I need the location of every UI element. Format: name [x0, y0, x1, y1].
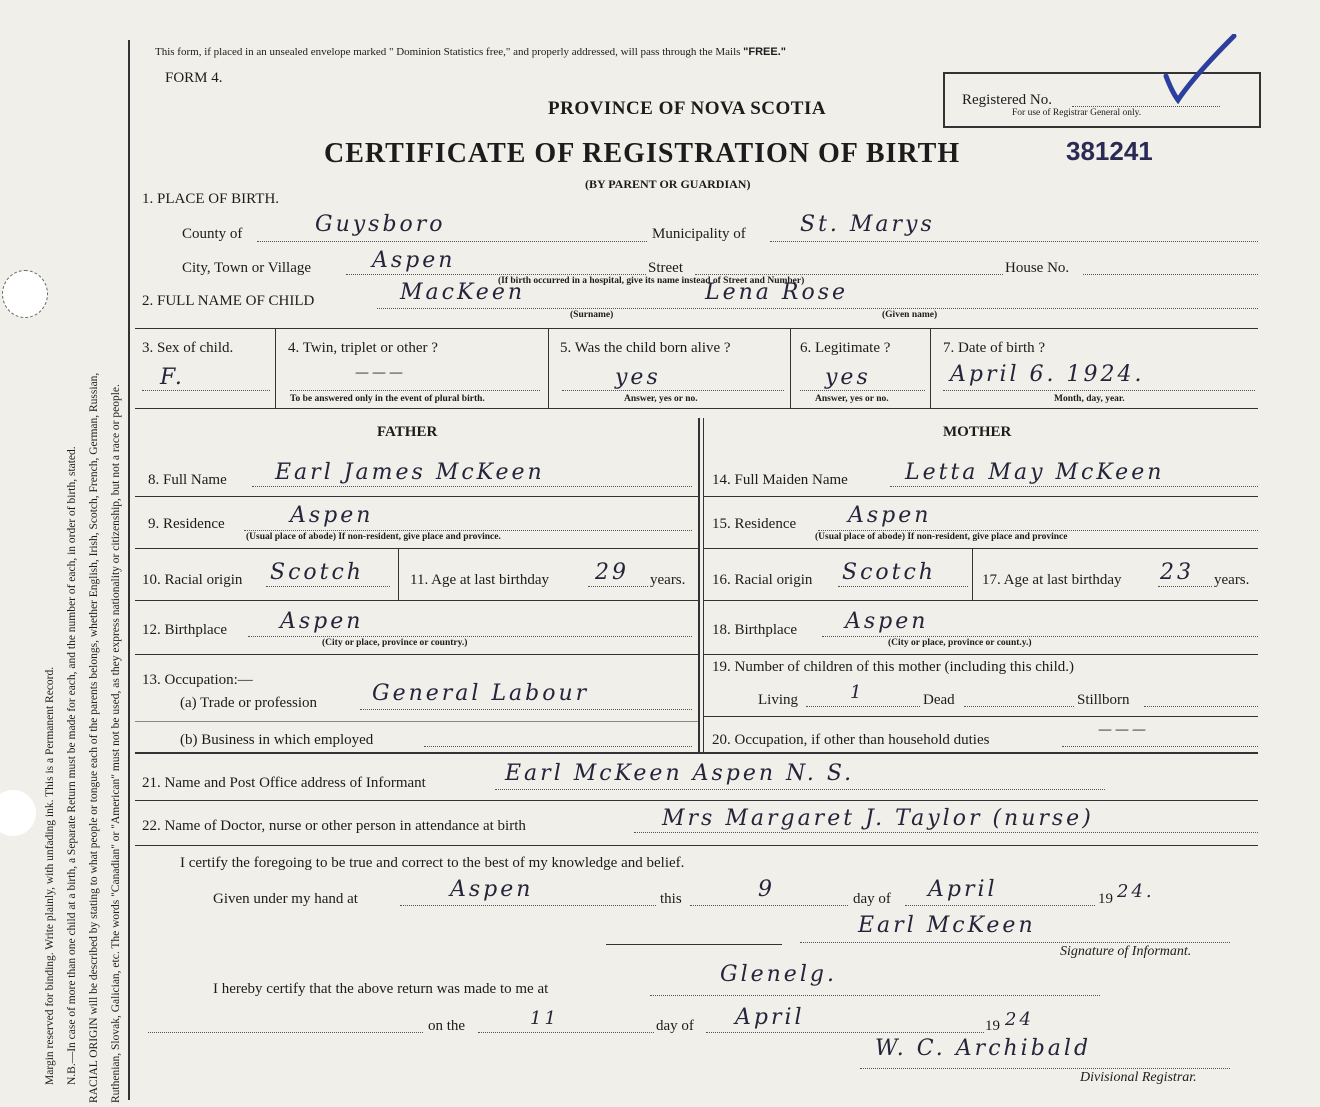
- given-this-label: this: [660, 891, 682, 907]
- mother-years-label: years.: [1214, 572, 1250, 588]
- given-year-prefix: 19: [1098, 891, 1113, 907]
- check-mark-icon: [1160, 34, 1240, 104]
- municipality-value: St. Marys: [800, 212, 935, 237]
- alive-label: 5. Was the child born alive ?: [560, 340, 731, 356]
- province-heading: PROVINCE OF NOVA SCOTIA: [548, 98, 827, 119]
- form-number: FORM 4.: [165, 70, 223, 86]
- alive-value: yes: [615, 365, 661, 390]
- legitimate-note: Answer, yes or no.: [815, 394, 889, 404]
- dob-value: April 6. 1924.: [950, 362, 1145, 387]
- registered-note: For use of Registrar General only.: [1012, 108, 1142, 118]
- punch-hole-icon: [2, 270, 48, 318]
- father-birthplace-value: Aspen: [280, 609, 364, 634]
- row3-top-rule: [135, 328, 1258, 329]
- father-residence-value: Aspen: [290, 503, 374, 528]
- mother-age-label: 17. Age at last birthday: [982, 572, 1122, 588]
- father-years-label: years.: [650, 572, 686, 588]
- registrar-day-value: 11: [530, 1008, 559, 1029]
- mother-name-value: Letta May McKeen: [905, 460, 1165, 485]
- child-surname: MacKeen: [400, 280, 526, 305]
- given-place-value: Aspen: [450, 877, 534, 902]
- twin-note: To be answered only in the event of plural birth.: [290, 394, 485, 404]
- father-racial-value: Scotch: [270, 560, 364, 585]
- registrar-on-label: on the: [428, 1018, 466, 1034]
- margin-note-racial-origin-cont: Ruthenian, Slovak, Galician, etc. The words "Canadian" or "American" must not be used, as they express nationality or citizenship, but not a race or people.: [110, 384, 122, 1103]
- registrar-statement: I hereby certify that the above return was made to me at: [213, 981, 549, 997]
- mother-residence-note: (Usual place of abode) If non-resident, give place and province: [815, 532, 1068, 542]
- given-name-caption: (Given name): [882, 310, 938, 320]
- informant-value: Earl McKeen Aspen N. S.: [505, 761, 855, 786]
- mother-heading: MOTHER: [943, 424, 1012, 440]
- father-age-value: 29: [595, 560, 629, 585]
- informant-label: 21. Name and Post Office address of Informant: [142, 775, 426, 791]
- certificate-number: 381241: [1066, 136, 1153, 166]
- given-dayof-label: day of: [853, 891, 891, 907]
- father-racial-label: 10. Racial origin: [142, 572, 243, 588]
- street-label: Street: [648, 260, 683, 276]
- father-name-label: 8. Full Name: [148, 472, 227, 488]
- dead-label: Dead: [923, 692, 955, 708]
- dob-label: 7. Date of birth ?: [943, 340, 1046, 356]
- sex-value: F.: [160, 365, 185, 390]
- row3-bottom-rule: [135, 408, 1258, 409]
- mother-residence-value: Aspen: [848, 503, 932, 528]
- father-name-value: Earl James McKeen: [275, 460, 545, 485]
- registrar-year-prefix: 19: [985, 1018, 1000, 1034]
- mother-age-value: 23: [1160, 560, 1194, 585]
- registrar-year-value: 24: [1005, 1009, 1034, 1030]
- mail-notice: This form, if placed in an unsealed envelope marked " Dominion Statistics free," and properly addressed, will pass through the Mails "FREE.": [155, 46, 786, 58]
- mother-racial-value: Scotch: [842, 560, 936, 585]
- county-value: Guysboro: [315, 212, 446, 237]
- certify-statement: I certify the foregoing to be true and correct to the best of my knowledge and belief.: [180, 855, 685, 871]
- sex-label: 3. Sex of child.: [142, 340, 234, 356]
- municipality-label: Municipality of: [652, 226, 746, 242]
- given-year-value: 24.: [1117, 881, 1155, 902]
- registrar-dayof-label: day of: [656, 1018, 694, 1034]
- parents-divider: [698, 418, 700, 752]
- binding-margin-line: [128, 40, 130, 1100]
- father-business-label: (b) Business in which employed: [180, 732, 374, 748]
- living-label: Living: [758, 692, 798, 708]
- city-label: City, Town or Village: [182, 260, 312, 276]
- mother-occupation-value: ———: [1098, 722, 1149, 738]
- margin-note-binding: Margin reserved for binding. Write plainly, with unfading ink. This is a Permanent Record.: [44, 666, 56, 1085]
- father-trade-label: (a) Trade or profession: [180, 695, 318, 711]
- father-birthplace-label: 12. Birthplace: [142, 622, 227, 638]
- certificate-subtitle: (BY PARENT OR GUARDIAN): [585, 177, 751, 191]
- legitimate-label: 6. Legitimate ?: [800, 340, 891, 356]
- mother-birthplace-value: Aspen: [845, 609, 929, 634]
- house-label: House No.: [1005, 260, 1070, 276]
- mother-birthplace-note: (City or place, province or count.y.): [888, 638, 1032, 648]
- stillborn-label: Stillborn: [1077, 692, 1130, 708]
- father-residence-note: (Usual place of abode) If non-resident, give place and province.: [246, 532, 501, 542]
- mother-children-label: 19. Number of children of this mother (including this child.): [712, 659, 1075, 675]
- child-name-label: 2. FULL NAME OF CHILD: [142, 293, 315, 309]
- city-value: Aspen: [372, 248, 456, 273]
- place-heading: 1. PLACE OF BIRTH.: [142, 191, 280, 207]
- mother-birthplace-label: 18. Birthplace: [712, 622, 797, 638]
- margin-note-plural-birth: N.B.—In case of more than one child at a birth, a Separate Return must be made for each, and the number of each, in order of birth, stated.: [66, 446, 78, 1085]
- twin-label: 4. Twin, triplet or other ?: [288, 340, 438, 356]
- registered-label: Registered No.: [962, 92, 1052, 108]
- given-month-value: April: [928, 877, 998, 902]
- alive-note: Answer, yes or no.: [624, 394, 698, 404]
- doctor-label: 22. Name of Doctor, nurse or other person in attendance at birth: [142, 818, 526, 834]
- father-heading: FATHER: [377, 424, 438, 440]
- father-birthplace-note: (City or place, province or country.): [322, 638, 468, 648]
- twin-value: ———: [355, 365, 406, 381]
- registrar-place-value: Glenelg.: [720, 962, 837, 987]
- informant-signature: Earl McKeen: [858, 913, 1036, 938]
- mother-name-label: 14. Full Maiden Name: [712, 472, 848, 488]
- father-residence-label: 9. Residence: [148, 516, 225, 532]
- mother-occupation-label: 20. Occupation, if other than household duties: [712, 732, 990, 748]
- given-label: Given under my hand at: [213, 891, 358, 907]
- legitimate-value: yes: [825, 365, 871, 390]
- mother-residence-label: 15. Residence: [712, 516, 797, 532]
- registrar-caption: Divisional Registrar.: [1080, 1070, 1197, 1085]
- father-age-label: 11. Age at last birthday: [410, 572, 549, 588]
- dob-note: Month, day, year.: [1054, 394, 1125, 404]
- living-value: 1: [850, 682, 865, 703]
- mother-racial-label: 16. Racial origin: [712, 572, 813, 588]
- certificate-title: CERTIFICATE OF REGISTRATION OF BIRTH: [324, 138, 961, 169]
- free-label: "FREE.": [743, 46, 786, 58]
- given-day-value: 9: [758, 877, 775, 902]
- margin-note-racial-origin: RACIAL ORIGIN will be described by stating to what people or tongue each of the parents belongs, whether English, Irish, Scotch, French, German, Russian,: [88, 372, 100, 1103]
- surname-caption: (Surname): [570, 310, 614, 320]
- hospital-note: (If birth occurred in a hospital, give its name instead of Street and Number): [498, 276, 805, 286]
- father-occupation-label: 13. Occupation:—: [142, 672, 253, 688]
- doctor-value: Mrs Margaret J. Taylor (nurse): [662, 806, 1094, 831]
- registrar-month-value: April: [735, 1005, 805, 1030]
- county-label: County of: [182, 226, 243, 242]
- child-given-name: Lena Rose: [705, 280, 849, 305]
- informant-signature-caption: Signature of Informant.: [1060, 944, 1192, 959]
- registrar-signature: W. C. Archibald: [875, 1036, 1092, 1061]
- punch-hole-icon: [0, 790, 36, 836]
- father-trade-value: General Labour: [372, 681, 590, 706]
